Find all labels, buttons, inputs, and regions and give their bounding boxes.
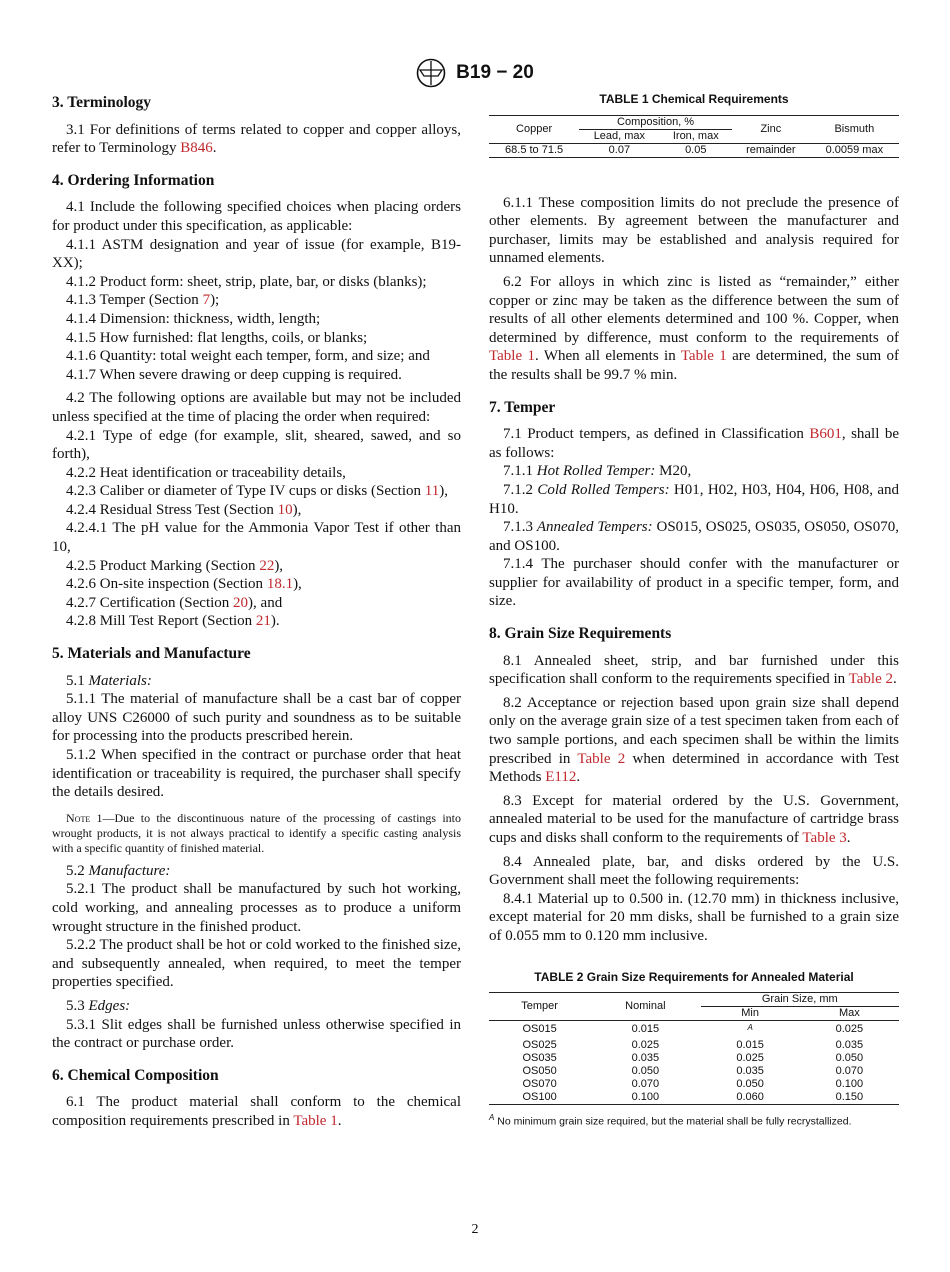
table1	[489, 115, 899, 158]
paragraph: 4.1.2 Product form: sheet, strip, plate, bar, or disks (blanks);	[66, 273, 427, 290]
ref-link[interactable]: 10	[277, 501, 293, 518]
page-header	[0, 58, 950, 88]
left-column	[52, 90, 461, 1131]
paragraph: 7.1.1 Hot Rolled Temper: M20,	[503, 463, 692, 480]
paragraph: 5.2.1 The product shall be manufactured by such hot working, cold working, and annealing processes as to produce a uniform wrought structure in the finished product.	[52, 881, 461, 935]
paragraph: 4.1.1 ASTM designation and year of issue (for example, B19-XX);	[52, 236, 461, 272]
paragraph: 5.2 Manufacture:	[66, 862, 171, 879]
table-row: OS050 0.050 0.035 0.070	[522, 1064, 864, 1077]
paragraph: 4.1.7 When severe drawing or deep cupping is required.	[66, 366, 402, 383]
page-number: 2	[471, 1222, 479, 1237]
th-iron: Iron, max	[672, 129, 719, 142]
ref-link[interactable]: 18.1	[266, 576, 294, 593]
paragraph: 7.1.3 Annealed Tempers: OS015, OS025, OS035, OS050, OS070, and OS100.	[489, 519, 900, 554]
paragraph: 4.1.6 Quantity: total weight each temper, form, and size; and	[66, 348, 430, 365]
table-row: OS015 0.015 $^A$ 0.025	[489, 1021, 899, 1039]
paragraph: 4.2.2 Heat identification or traceability details,	[66, 464, 346, 481]
ref-link[interactable]: B846	[180, 140, 213, 157]
paragraph: 5.2.2 The product shall be hot or cold worked to the finished size, and subsequently annealed, when required, to meet the temper properties specified.	[52, 937, 461, 991]
th-min: Min	[741, 1007, 759, 1020]
section-heading: 8. Grain Size Requirements	[489, 625, 672, 643]
paragraph: 4.2 The following options are available but may not be included unless specified at the time of placing the order when required:	[52, 390, 461, 425]
th-temper: Temper	[489, 993, 590, 1021]
paragraph: 5.3 Edges:	[66, 997, 131, 1014]
paragraph: 7.1.4 The purchaser should confer with the manufacturer or supplier for availability of product in a specific temper, form, and size.	[489, 556, 899, 610]
ref-link[interactable]: 22	[259, 557, 275, 574]
th-nominal: Nominal	[590, 993, 700, 1021]
ref-link[interactable]: Table 2	[848, 671, 893, 688]
th-zinc: Zinc	[732, 115, 810, 143]
paragraph: 4.2.6 On-site inspection (Section 18.1),	[66, 576, 302, 593]
table2-caption: TABLE 2 Grain Size Requirements for Annealed Material	[534, 969, 854, 984]
paragraph: 5.1.2 When specified in the contract or purchase order that heat identification or traceability is required, the purchaser shall specify the details desired.	[52, 747, 461, 801]
section-heading: 6. Chemical Composition	[52, 1066, 219, 1084]
paragraph: 6.2 For alloys in which zinc is listed as “remainder,” either copper or zinc may be taken as the difference between the sum of results of all other elements determined and 100 %. Copper, when determined by difference, must conform to the requirements of Table 1. When all elements in Table 1 are determined, the sum of the results shall be 99.7 % min.	[489, 273, 899, 383]
table-row: OS100 0.100 0.060 0.150	[489, 1091, 899, 1105]
section-heading: 5. Materials and Manufacture	[52, 645, 251, 663]
right-column	[489, 90, 899, 1131]
designation: B19 − 20	[456, 62, 534, 83]
paragraph: 5.1 Materials:	[66, 672, 152, 689]
table2	[489, 992, 899, 1105]
th-copper: Copper	[489, 115, 579, 143]
ref-link[interactable]: 11	[424, 483, 440, 500]
paragraph: 8.1 Annealed sheet, strip, and bar furnished under this specification shall conform to the requirements specified in Table 2.	[489, 652, 899, 688]
paragraph: 4.2.4 Residual Stress Test (Section 10),	[66, 501, 302, 518]
table-row: OS025 0.025 0.015 0.035	[522, 1038, 864, 1051]
paragraph: 4.2.3 Caliber or diameter of Type IV cups or disks (Section 11),	[66, 483, 448, 500]
paragraph: 5.1.1 The material of manufacture shall be a cast bar of copper alloy UNS C26000 of such purity and soundness as to be suitable for processing into the products prescribed herein.	[52, 691, 461, 745]
paragraph: 4.2.7 Certification (Section 20), and	[66, 594, 283, 611]
ref-link[interactable]: Table 1	[680, 348, 727, 365]
paragraph: 4.1.3 Temper (Section 7);	[66, 292, 220, 309]
ref-link[interactable]: 20	[233, 594, 249, 611]
ref-link[interactable]: Table 1	[293, 1112, 338, 1129]
table-row: 68.5 to 71.5 0.07 0.05 remainder 0.0059 max	[489, 143, 899, 157]
th-grain-size: Grain Size, mm	[701, 993, 899, 1007]
paragraph: 4.1.4 Dimension: thickness, width, length;	[66, 310, 321, 327]
th-bismuth: Bismuth	[810, 115, 899, 143]
paragraph: 8.4.1 Material up to 0.500 in. (12.70 mm) in thickness inclusive, except material for 20 mm disks, shall be furnished to a grain size of 0.055 mm to 0.120 mm inclusive.	[489, 890, 899, 944]
section-heading: 7. Temper	[489, 398, 556, 416]
th-lead: Lead, max	[593, 129, 646, 142]
paragraph: 4.2.5 Product Marking (Section 22),	[66, 557, 284, 574]
ref-link[interactable]: Table 3	[802, 830, 847, 846]
paragraph: 4.2.4.1 The pH value for the Ammonia Vapor Test if other than 10,	[52, 520, 461, 556]
ref-link[interactable]: Table 1	[489, 348, 535, 365]
paragraph: 8.2 Acceptance or rejection based upon grain size shall depend only on the average grain size of a test specimen taken from each of two sample portions, and each specimen shall be within the limits prescribed in Table 2 when determined in accordance with Test Methods E112.	[489, 694, 899, 786]
ref-link[interactable]: E112	[545, 769, 577, 786]
paragraph: 4.2.1 Type of edge (for example, slit, sheared, sawed, and so forth),	[52, 427, 461, 463]
th-max: Max	[838, 1007, 860, 1020]
paragraph: 4.1.5 How furnished: flat lengths, coils, or blanks;	[66, 329, 368, 346]
paragraph: 3.1 For definitions of terms related to copper and copper alloys, refer to Terminology B846.	[52, 121, 461, 157]
astm-logo	[416, 58, 446, 88]
table-row: OS035 0.035 0.025 0.050	[522, 1051, 864, 1064]
note: Note 1—Due to the discontinuous nature of the processing of castings into wrought products, it is not always practical to identify a specific casting analysis with a specific quantity of finished material.	[52, 810, 461, 855]
paragraph: 8.3 Except for material ordered by the U.S. Government, annealed material to be used for the manufacture of cartridge brass cups and disks shall conform to the requirements of Table 3.	[489, 792, 899, 846]
paragraph: 5.3.1 Slit edges shall be furnished unless otherwise specified in the contract or purchase order.	[52, 1016, 461, 1052]
paragraph: 4.2.8 Mill Test Report (Section 21).	[66, 613, 280, 630]
ref-link[interactable]: 7	[202, 292, 211, 309]
ref-link[interactable]: 21	[255, 613, 271, 630]
paragraph: 4.1 Include the following specified choices when placing orders for product under this specification, as applicable:	[52, 199, 461, 234]
paragraph: 6.1 The product material shall conform to the chemical composition requirements prescribed in Table 1.	[52, 1094, 461, 1129]
section-heading: 4. Ordering Information	[52, 171, 215, 189]
ref-link[interactable]: Table 2	[577, 750, 626, 767]
paragraph: 6.1.1 These composition limits do not preclude the presence of other elements. By agreement between the manufacturer and purchaser, limits may be established and analysis required for unnamed elements.	[489, 194, 899, 267]
th-composition: Composition, %	[579, 115, 732, 129]
section-heading: 3. Terminology	[52, 94, 152, 111]
table1-caption: TABLE 1 Chemical Requirements	[599, 92, 789, 106]
paragraph: 7.1.2 Cold Rolled Tempers: H01, H02, H03, H04, H06, H08, and H10.	[489, 481, 899, 517]
paragraph: 8.4 Annealed plate, bar, and disks ordered by the U.S. Government shall meet the following requirements:	[489, 853, 899, 889]
ref-link[interactable]: B601	[809, 426, 842, 443]
table-row: OS070 0.070 0.050 0.100	[522, 1077, 864, 1090]
paragraph: 7.1 Product tempers, as defined in Classification B601, shall be as follows:	[489, 426, 899, 461]
table2-footnote: $^A$ No minimum grain size required, but the material shall be fully recrystallized.	[489, 1112, 852, 1128]
